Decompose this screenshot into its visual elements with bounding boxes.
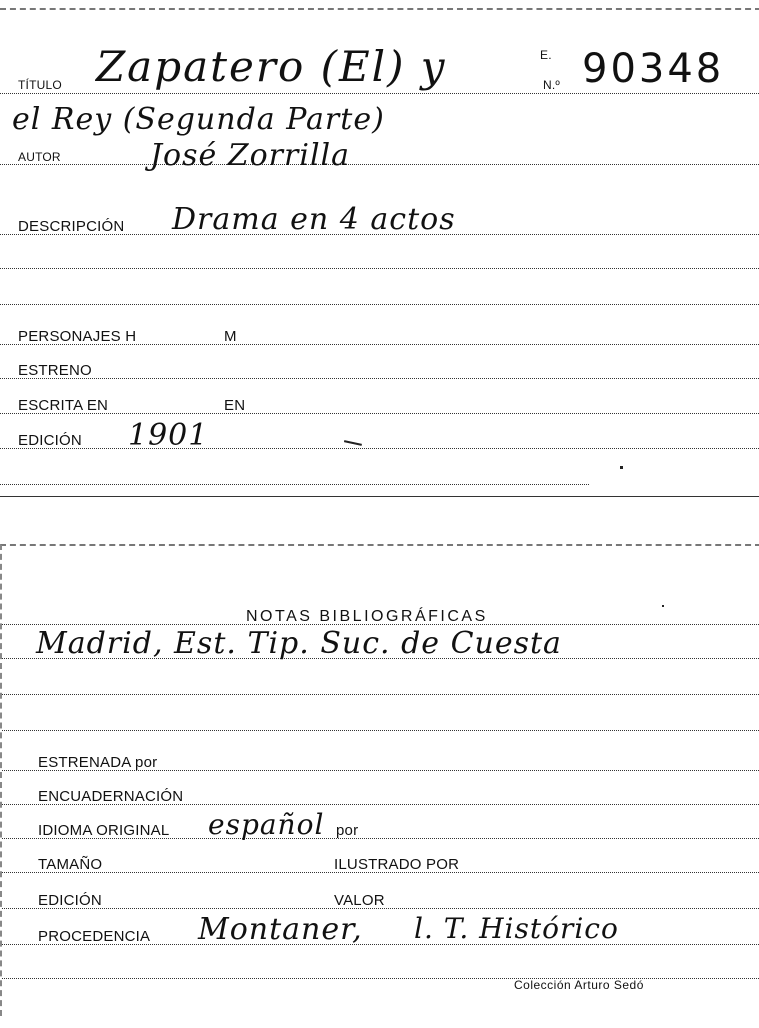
personajes-m-label: M <box>224 328 237 345</box>
descripcion-label: DESCRIPCIÓN <box>18 218 125 235</box>
blank-rule-3 <box>2 694 759 695</box>
estreno-rule <box>0 378 759 379</box>
edicion-rule <box>0 448 759 449</box>
final-rule <box>2 978 759 979</box>
procedencia-value-2: l. T. Histórico <box>414 912 619 945</box>
titulo-rule <box>0 93 759 94</box>
escrita-en-label: EN <box>224 397 246 414</box>
tamano-label: TAMAÑO <box>38 856 103 873</box>
catalog-card-top <box>0 8 759 497</box>
autor-rule <box>0 164 759 165</box>
procedencia-value-1: Montaner, <box>198 912 363 947</box>
e-label: E. <box>540 48 552 62</box>
ilustrado-label: ILUSTRADO POR <box>334 856 460 873</box>
notas-value: Madrid, Est. Tip. Suc. de Cuesta <box>36 626 562 661</box>
autor-label: AUTOR <box>18 150 61 164</box>
titulo-value-line2: el Rey (Segunda Parte) <box>12 102 385 137</box>
blank-rule-1 <box>0 268 759 269</box>
ink-dot <box>620 466 623 469</box>
blank-rule-2 <box>0 304 759 305</box>
idioma-por-label: por <box>336 822 359 839</box>
escrita-rule <box>0 413 759 414</box>
catalog-card-bottom <box>0 544 759 1016</box>
encuadernacion-label: ENCUADERNACIÓN <box>38 788 184 805</box>
pen-stroke <box>344 440 362 445</box>
idioma-value: español <box>208 808 325 841</box>
estrenada-label: ESTRENADA por <box>38 754 158 771</box>
valor-label: VALOR <box>334 892 385 909</box>
personajes-label: PERSONAJES H <box>18 328 137 345</box>
titulo-label: TÍTULO <box>18 78 62 92</box>
no-label: N.º <box>543 78 560 92</box>
edicion-label: EDICIÓN <box>18 432 82 449</box>
escrita-label: ESCRITA EN <box>18 397 109 414</box>
notas-label: NOTAS BIBLIOGRÁFICAS <box>246 608 488 625</box>
autor-value: José Zorrilla <box>150 138 351 173</box>
bottom-rule <box>0 484 589 485</box>
edicion-bottom-label: EDICIÓN <box>38 892 102 909</box>
edicion-value: 1901 <box>128 418 209 453</box>
descripcion-value: Drama en 4 actos <box>172 202 456 237</box>
blank-rule-4 <box>2 730 759 731</box>
titulo-value-line1: Zapatero (El) y <box>96 42 447 91</box>
procedencia-label: PROCEDENCIA <box>38 928 151 945</box>
idioma-label: IDIOMA ORIGINAL <box>38 822 170 839</box>
coleccion-label: Colección Arturo Sedó <box>514 978 644 992</box>
catalog-number: 90348 <box>582 46 725 92</box>
ink-dot-bottom <box>662 605 664 607</box>
estreno-label: ESTRENO <box>18 362 92 379</box>
